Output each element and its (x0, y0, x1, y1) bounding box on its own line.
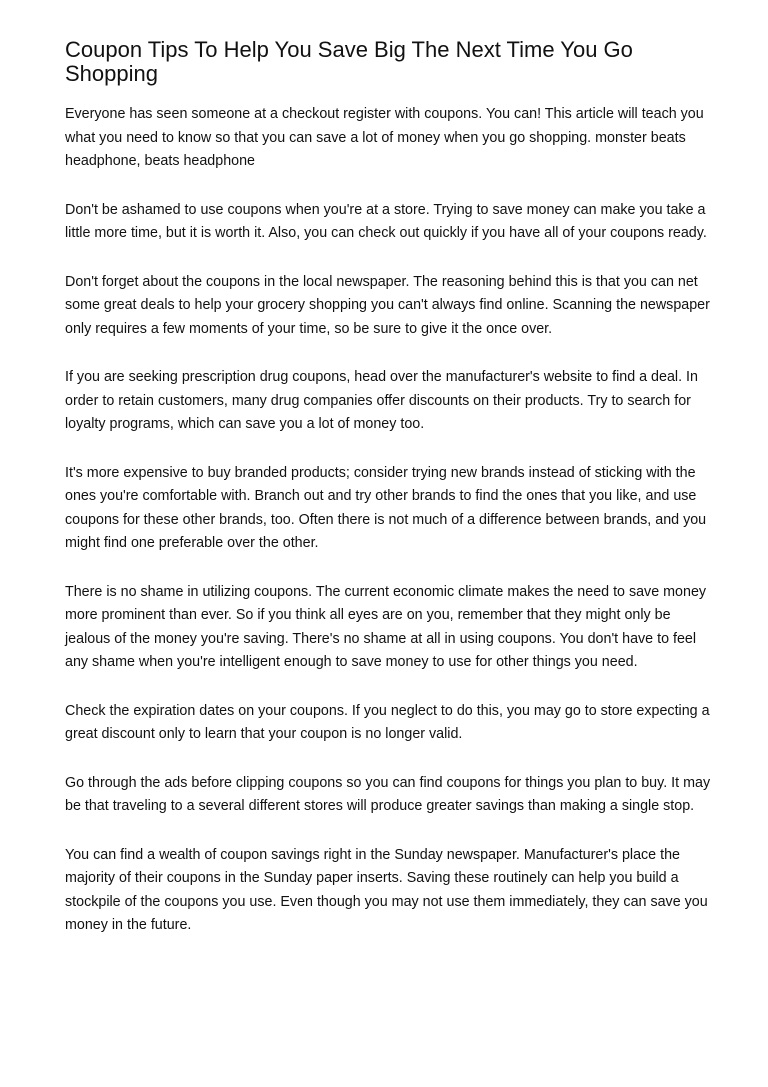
paragraph-brands: It's more expensive to buy branded products; consider trying new brands instead of sticking with the ones you're comfortable with. Branch out and try other brands to find the ones that you like, and use coupons for these other brands, too. Often there is not much of a difference between brands, and you might find one preferable over the other. (65, 464, 707, 551)
paragraph-ads: Go through the ads before clipping coupons so you can find coupons for things you plan to buy. It may be that traveling to a several different stores will produce greater savings than making a single stop. (65, 774, 711, 814)
paragraph-prescription: If you are seeking prescription drug coupons, head over the manufacturer's website to find a deal. In order to retain customers, many drug companies offer discounts on their products. Try to search for loyalty programs, which can save you a lot of money too. (65, 369, 698, 432)
paragraph-ashamed: Don't be ashamed to use coupons when you're at a store. Trying to save money can make you take a little more time, but it is worth it. Also, you can check out quickly if you have all of your coupons ready. (65, 201, 707, 241)
paragraph-intro: Everyone has seen someone at a checkout register with coupons. You can! This article will teach you what you need to know so that you can save a lot of money when you go shopping. monster beats headphone, beats headphone (65, 106, 704, 169)
paragraph-sunday: You can find a wealth of coupon savings right in the Sunday newspaper. Manufacturer's place the majority of their coupons in the Sunday paper inserts. Saving these routinely can help you build a stockpile of the coupons you use. Even though you may not use them immediately, they can save you money in the future. (65, 846, 708, 933)
paragraph-no-shame: There is no shame in utilizing coupons. The current economic climate makes the need to save money more prominent than ever. So if you think all eyes are on you, remember that they might only be jealous of the money you're saving. There's no shame at all in using coupons. You don't have to feel any shame when you're intelligent enough to save money to use for other things you need. (65, 583, 707, 670)
document-page (65, 38, 715, 963)
page-title: Coupon Tips To Help You Save Big The Next Time You Go Shopping (65, 37, 633, 86)
paragraph-expiration: Check the expiration dates on your coupons. If you neglect to do this, you may go to store expecting a great discount only to learn that your coupon is no longer valid. (65, 702, 710, 742)
paragraph-newspaper: Don't forget about the coupons in the local newspaper. The reasoning behind this is that you can net some great deals to help your grocery shopping you can't always find online. Scanning the newspaper only requires a few moments of your time, so be sure to give it the once over. (65, 273, 710, 337)
